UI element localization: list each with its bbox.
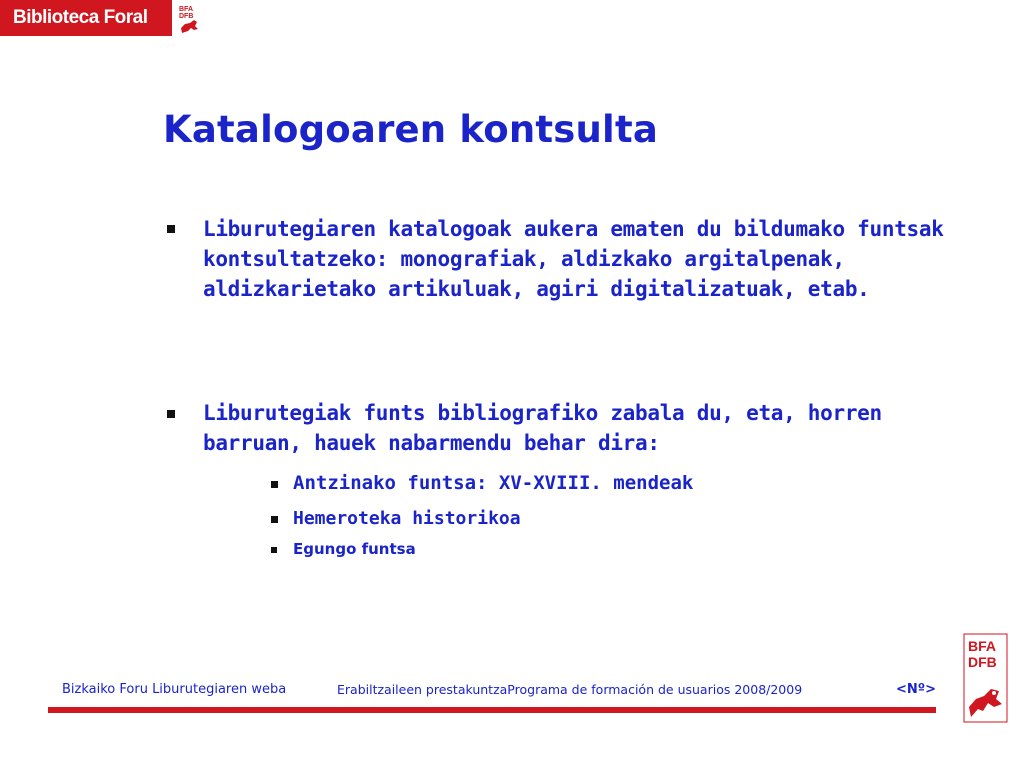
logo-text: Biblioteca Foral	[13, 7, 148, 28]
slide-title: Katalogoaren kontsulta	[163, 108, 658, 151]
footer-site-name: Bizkaiko Foru Liburutegiaren weba	[62, 682, 287, 697]
footer-logo-line-1: BFA	[968, 638, 996, 654]
square-bullet-icon	[271, 547, 277, 553]
bfa-dfb-emblem-icon	[963, 633, 1008, 723]
footer-slide-number: <Nº>	[896, 682, 936, 697]
sub-bullet-newspapers: Hemeroteka historikoa	[293, 508, 521, 529]
bullet-catalog: Liburutegiaren katalogoak aukera ematen du bildumako funtsak kontsultatzeko: monografiak, aldizkako argitalpenak, aldizkarietako artikuluak, agiri digitalizatuak, etab.	[203, 217, 944, 301]
square-bullet-icon	[271, 481, 278, 488]
footer-divider	[48, 707, 936, 713]
footer-program: Erabiltzaileen prestakuntzaPrograma de formación de usuarios 2008/2009	[337, 682, 803, 697]
sub-bullet-antique: Antzinako funtsa: XV-XVIII. mendeak	[293, 472, 694, 494]
square-bullet-icon	[167, 410, 175, 418]
square-bullet-icon	[167, 225, 175, 233]
small-logo-line-2: DFB	[179, 13, 194, 20]
biblioteca-foral-logo	[0, 0, 172, 36]
square-bullet-icon	[271, 516, 278, 523]
small-logo-line-1: BFA	[179, 6, 193, 13]
bfa-dfb-emblem-icon	[177, 2, 201, 36]
sub-bullet-current: Egungo funtsa	[293, 540, 416, 558]
footer-logo-line-2: DFB	[968, 654, 997, 670]
bullet-collection: Liburutegiak funts bibliografiko zabala du, eta, horren barruan, hauek nabarmendu behar dira:	[203, 401, 882, 455]
